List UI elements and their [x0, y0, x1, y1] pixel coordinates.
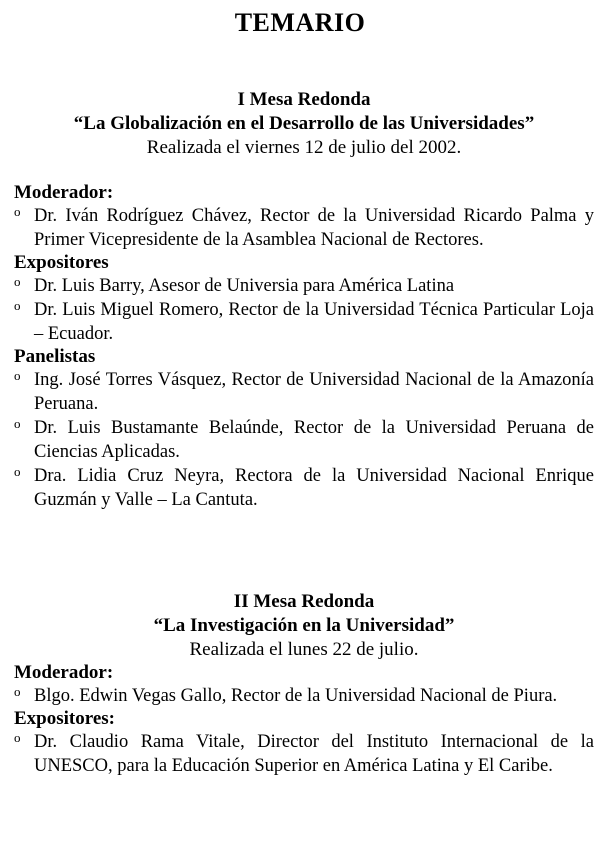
list-item [14, 464, 594, 512]
document-title: TEMARIO [234, 8, 366, 37]
panelists-heading: Panelistas [14, 346, 96, 367]
bullet-icon: o [14, 730, 21, 745]
moderator-list [14, 684, 594, 708]
session-topic: “La Investigación en la Universidad” [153, 615, 455, 636]
speakers-list [14, 730, 594, 778]
bullet-icon: o [14, 684, 21, 699]
spacer [14, 160, 594, 182]
person-entry: Dr. Luis Bustamante Belaúnde, Rector de la Universidad Peruana de Ciencias Aplicadas. [34, 418, 594, 462]
bullet-icon: o [14, 368, 21, 383]
list-item [14, 368, 594, 416]
person-entry: Blgo. Edwin Vegas Gallo, Rector de la Universidad Nacional de Piura. [34, 686, 558, 706]
bullet-icon: o [14, 274, 21, 289]
person-entry: Ing. José Torres Vásquez, Rector de Universidad Nacional de la Amazonía Peruana. [34, 370, 594, 414]
round-table-2 [14, 590, 594, 778]
panelists-list [14, 368, 594, 512]
session-topic: “La Globalización en el Desarrollo de las Universidades” [73, 113, 535, 134]
list-item [14, 274, 594, 298]
list-item [14, 684, 594, 708]
person-entry: Dr. Luis Barry, Asesor de Universia para América Latina [34, 276, 455, 296]
person-entry: Dr. Claudio Rama Vitale, Director del Instituto Internacional de la UNESCO, para la Educación Superior en América Latina y El Caribe. [34, 732, 594, 776]
bullet-icon: o [14, 416, 21, 431]
list-item [14, 730, 594, 778]
list-item [14, 416, 594, 464]
bullet-icon: o [14, 464, 21, 479]
session-date: Realizada el viernes 12 de julio del 2002. [146, 137, 462, 158]
bullet-icon: o [14, 298, 21, 313]
person-entry: Dr. Luis Miguel Romero, Rector de la Universidad Técnica Particular Loja – Ecuador. [34, 300, 594, 344]
moderator-list [14, 204, 594, 252]
list-item [14, 298, 594, 346]
session-header [14, 590, 594, 662]
session-header [14, 88, 594, 160]
speakers-list [14, 274, 594, 346]
person-entry: Dr. Iván Rodríguez Chávez, Rector de la Universidad Ricardo Palma y Primer Vicepresidente de la Asamblea Nacional de Rectores. [34, 206, 594, 250]
moderator-heading: Moderador: [14, 182, 114, 203]
session-number: II Mesa Redonda [233, 591, 375, 612]
session-date: Realizada el lunes 22 de julio. [189, 639, 419, 660]
speakers-heading: Expositores: [14, 708, 115, 729]
session-number: I Mesa Redonda [237, 89, 371, 110]
speakers-heading: Expositores [14, 252, 109, 273]
moderator-heading: Moderador: [14, 662, 114, 683]
person-entry: Dra. Lidia Cruz Neyra, Rectora de la Universidad Nacional Enrique Guzmán y Valle – La Cantuta. [34, 466, 594, 510]
round-table-1 [14, 88, 594, 512]
bullet-icon: o [14, 204, 21, 219]
list-item [14, 204, 594, 252]
